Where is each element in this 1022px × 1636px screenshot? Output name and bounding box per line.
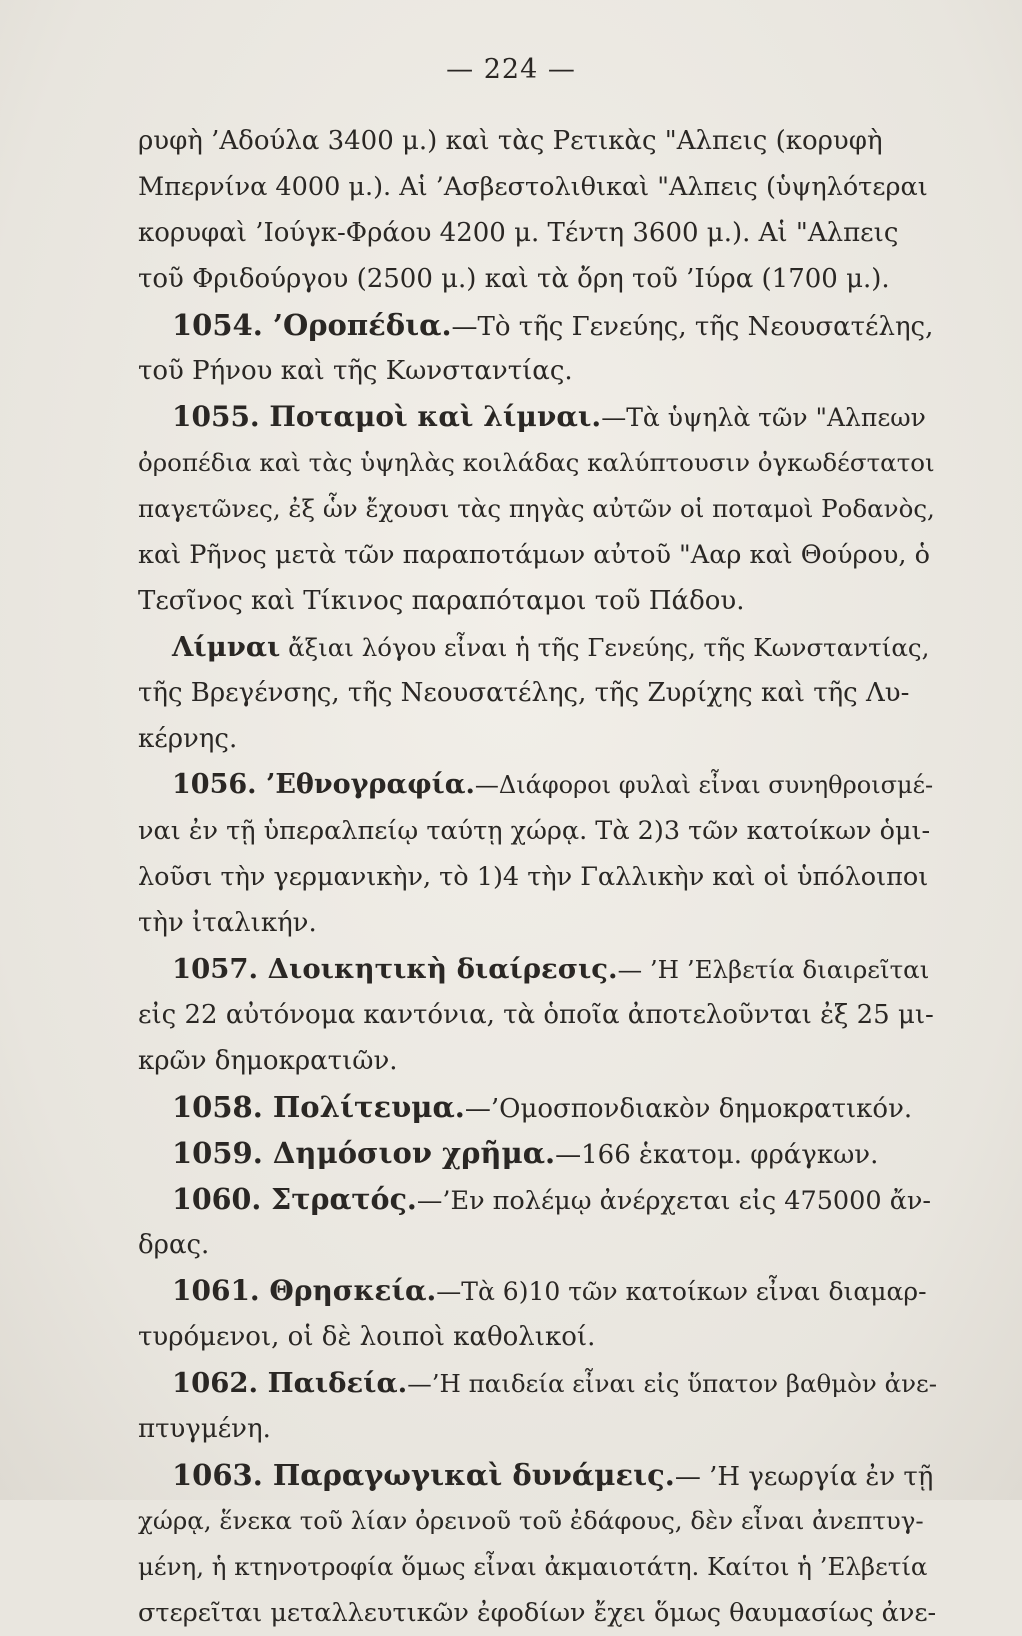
text-line [138, 440, 938, 486]
line-text: εἰς 22 αὐτόνομα καντόνια, τὰ ὁποῖα ἀποτελοῦνται ἐξ 25 μι- [138, 1000, 934, 1030]
text-line [138, 1084, 938, 1130]
section-heading: 1062. Παιδεία. [172, 1367, 408, 1399]
text-line [138, 1406, 938, 1452]
text-line [138, 670, 938, 716]
line-text: στερεῖται μεταλλευτικῶν ἐφοδίων ἔχει ὅμως θαυμασίως ἀνε- [138, 1598, 937, 1628]
line-text: Τεσῖνος καὶ Τίκινος παραπόταμοι τοῦ Πάδου. [138, 586, 745, 616]
line-text: ναι ἐν τῇ ὑπεραλπείῳ ταύτῃ χώρᾳ. Τὰ 2)3 τῶν κατοίκων ὁμι- [138, 816, 931, 846]
text-line [138, 1130, 938, 1176]
line-text: —’Η παιδεία εἶναι εἰς ὕπατον βαθμὸν ἀνε- [407, 1369, 937, 1398]
text-line [138, 1222, 938, 1268]
text-line [138, 532, 938, 578]
text-line [138, 716, 938, 762]
text-line [138, 900, 938, 946]
line-text: τοῦ Ρήνου καὶ τῆς Κωνσταντίας. [138, 356, 573, 386]
text-line [138, 946, 938, 992]
section-heading: Λίμναι [172, 631, 281, 663]
text-line [138, 1498, 938, 1544]
line-text: δρας. [138, 1230, 210, 1260]
text-line [138, 1590, 938, 1636]
section-heading: 1057. Διοικητικὴ διαίρεσις. [172, 953, 618, 985]
line-text: παγετῶνες, ἐξ ὧν ἔχουσι τὰς πηγὰς αὐτῶν οἱ ποταμοὶ Ροδανὸς, [138, 494, 935, 523]
line-text: — ’Η γεωργία ἐν τῇ [674, 1462, 934, 1492]
line-text: κορυφαὶ ’Ιούγκ-Φράου 4200 μ. Τέντη 3600 μ.). Αἱ "Αλπεις [138, 218, 899, 248]
text-line [138, 1268, 938, 1314]
line-text: μένη, ἡ κτηνοτροφία ὅμως εἶναι ἀκμαιοτάτη. Καίτοι ἡ ’Ελβετία [138, 1552, 928, 1581]
line-text: πτυγμένη. [138, 1414, 271, 1444]
line-text: —Τὸ τῆς Γενεύης, τῆς Νεουσατέλης, [451, 312, 934, 342]
line-text: —Τὰ ὑψηλὰ τῶν "Αλπεων [601, 403, 926, 432]
text-line [138, 210, 938, 256]
text-line [138, 1452, 938, 1498]
line-text: χώρᾳ, ἕνεκα τοῦ λίαν ὀρεινοῦ τοῦ ἐδάφους, δὲν εἶναι ἀνεπτυγ- [138, 1506, 924, 1535]
section-heading: 1061. Θρησκεία. [172, 1274, 437, 1307]
line-text: λοῦσι τὴν γερμανικὴν, τὸ 1)4 τὴν Γαλλικὴν καὶ οἱ ὑπόλοιποι [138, 862, 929, 892]
text-line [138, 854, 938, 900]
line-text: —’Ομοσπονδιακὸν δημοκρατικόν. [464, 1094, 913, 1124]
text-line [138, 302, 938, 348]
text-line [138, 1038, 938, 1084]
line-text: — ’Η ’Ελβετία διαιρεῖται [617, 955, 930, 984]
section-heading: 1054. ’Οροπέδια. [172, 308, 452, 342]
line-text: τοῦ Φριδούργου (2500 μ.) καὶ τὰ ὄρη τοῦ ’Ιύρα (1700 μ.). [138, 264, 890, 294]
line-text: ρυφὴ ’Αδούλα 3400 μ.) καὶ τὰς Ρετικὰς "Αλπεις (κορυφὴ [138, 126, 883, 156]
line-text: τῆς Βρεγένσης, τῆς Νεουσατέλης, τῆς Ζυρίχης καὶ τῆς Λυ- [138, 678, 910, 708]
text-line [138, 624, 938, 670]
text-line [138, 578, 938, 624]
line-text: τυρόμενοι, οἱ δὲ λοιποὶ καθολικοί. [138, 1322, 596, 1352]
text-line [138, 394, 938, 440]
line-text: κρῶν δημοκρατιῶν. [138, 1046, 398, 1076]
line-text: ἄξιαι λόγου εἶναι ἡ τῆς Γενεύης, τῆς Κωνσταντίας, [280, 633, 930, 662]
text-line [138, 118, 938, 164]
line-text: τὴν ἰταλικήν. [138, 908, 317, 938]
text-line [138, 808, 938, 854]
text-line [138, 1360, 938, 1406]
line-text: —’Εν πολέμῳ ἀνέρχεται εἰς 475000 ἄν- [416, 1186, 932, 1216]
section-heading: 1055. Ποταμοὶ καὶ λίμναι. [172, 400, 602, 433]
line-text: —Διάφοροι φυλαὶ εἶναι συνηθροισμέ- [474, 771, 934, 799]
section-heading: 1063. Παραγωγικαὶ δυνάμεις. [172, 1458, 675, 1492]
text-line [138, 256, 938, 302]
text-line [138, 486, 938, 532]
text-line [138, 1314, 938, 1360]
text-line [138, 164, 938, 210]
section-heading: 1060. Στρατός. [172, 1182, 417, 1216]
section-heading: 1058. Πολίτευμα. [172, 1090, 465, 1124]
section-heading: 1059. Δημόσιον χρῆμα. [172, 1136, 556, 1170]
text-line [138, 1176, 938, 1222]
line-text: καὶ Ρῆνος μετὰ τῶν παραποτάμων αὐτοῦ "Ααρ καὶ Θούρου, ὁ [138, 540, 930, 570]
body-text [138, 118, 938, 1636]
text-line [138, 992, 938, 1038]
line-text: —Τὰ 6)10 τῶν κατοίκων εἶναι διαμαρ- [436, 1277, 927, 1306]
line-text: ὀροπέδια καὶ τὰς ὑψηλὰς κοιλάδας καλύπτουσιν ὀγκωδέστατοι [138, 448, 935, 477]
text-line [138, 762, 938, 808]
line-text: Μπερνίνα 4000 μ.). Αἱ ’Ασβεστολιθικαὶ "Αλπεις (ὑψηλότεραι [138, 172, 928, 202]
line-text: —166 ἑκατομ. φράγκων. [555, 1140, 879, 1170]
text-line [138, 1544, 938, 1590]
page-number: — 224 — [446, 54, 576, 85]
section-heading: 1056. ’Εθνογραφία. [172, 769, 475, 800]
text-line [138, 348, 938, 394]
line-text: κέρνης. [138, 724, 238, 754]
